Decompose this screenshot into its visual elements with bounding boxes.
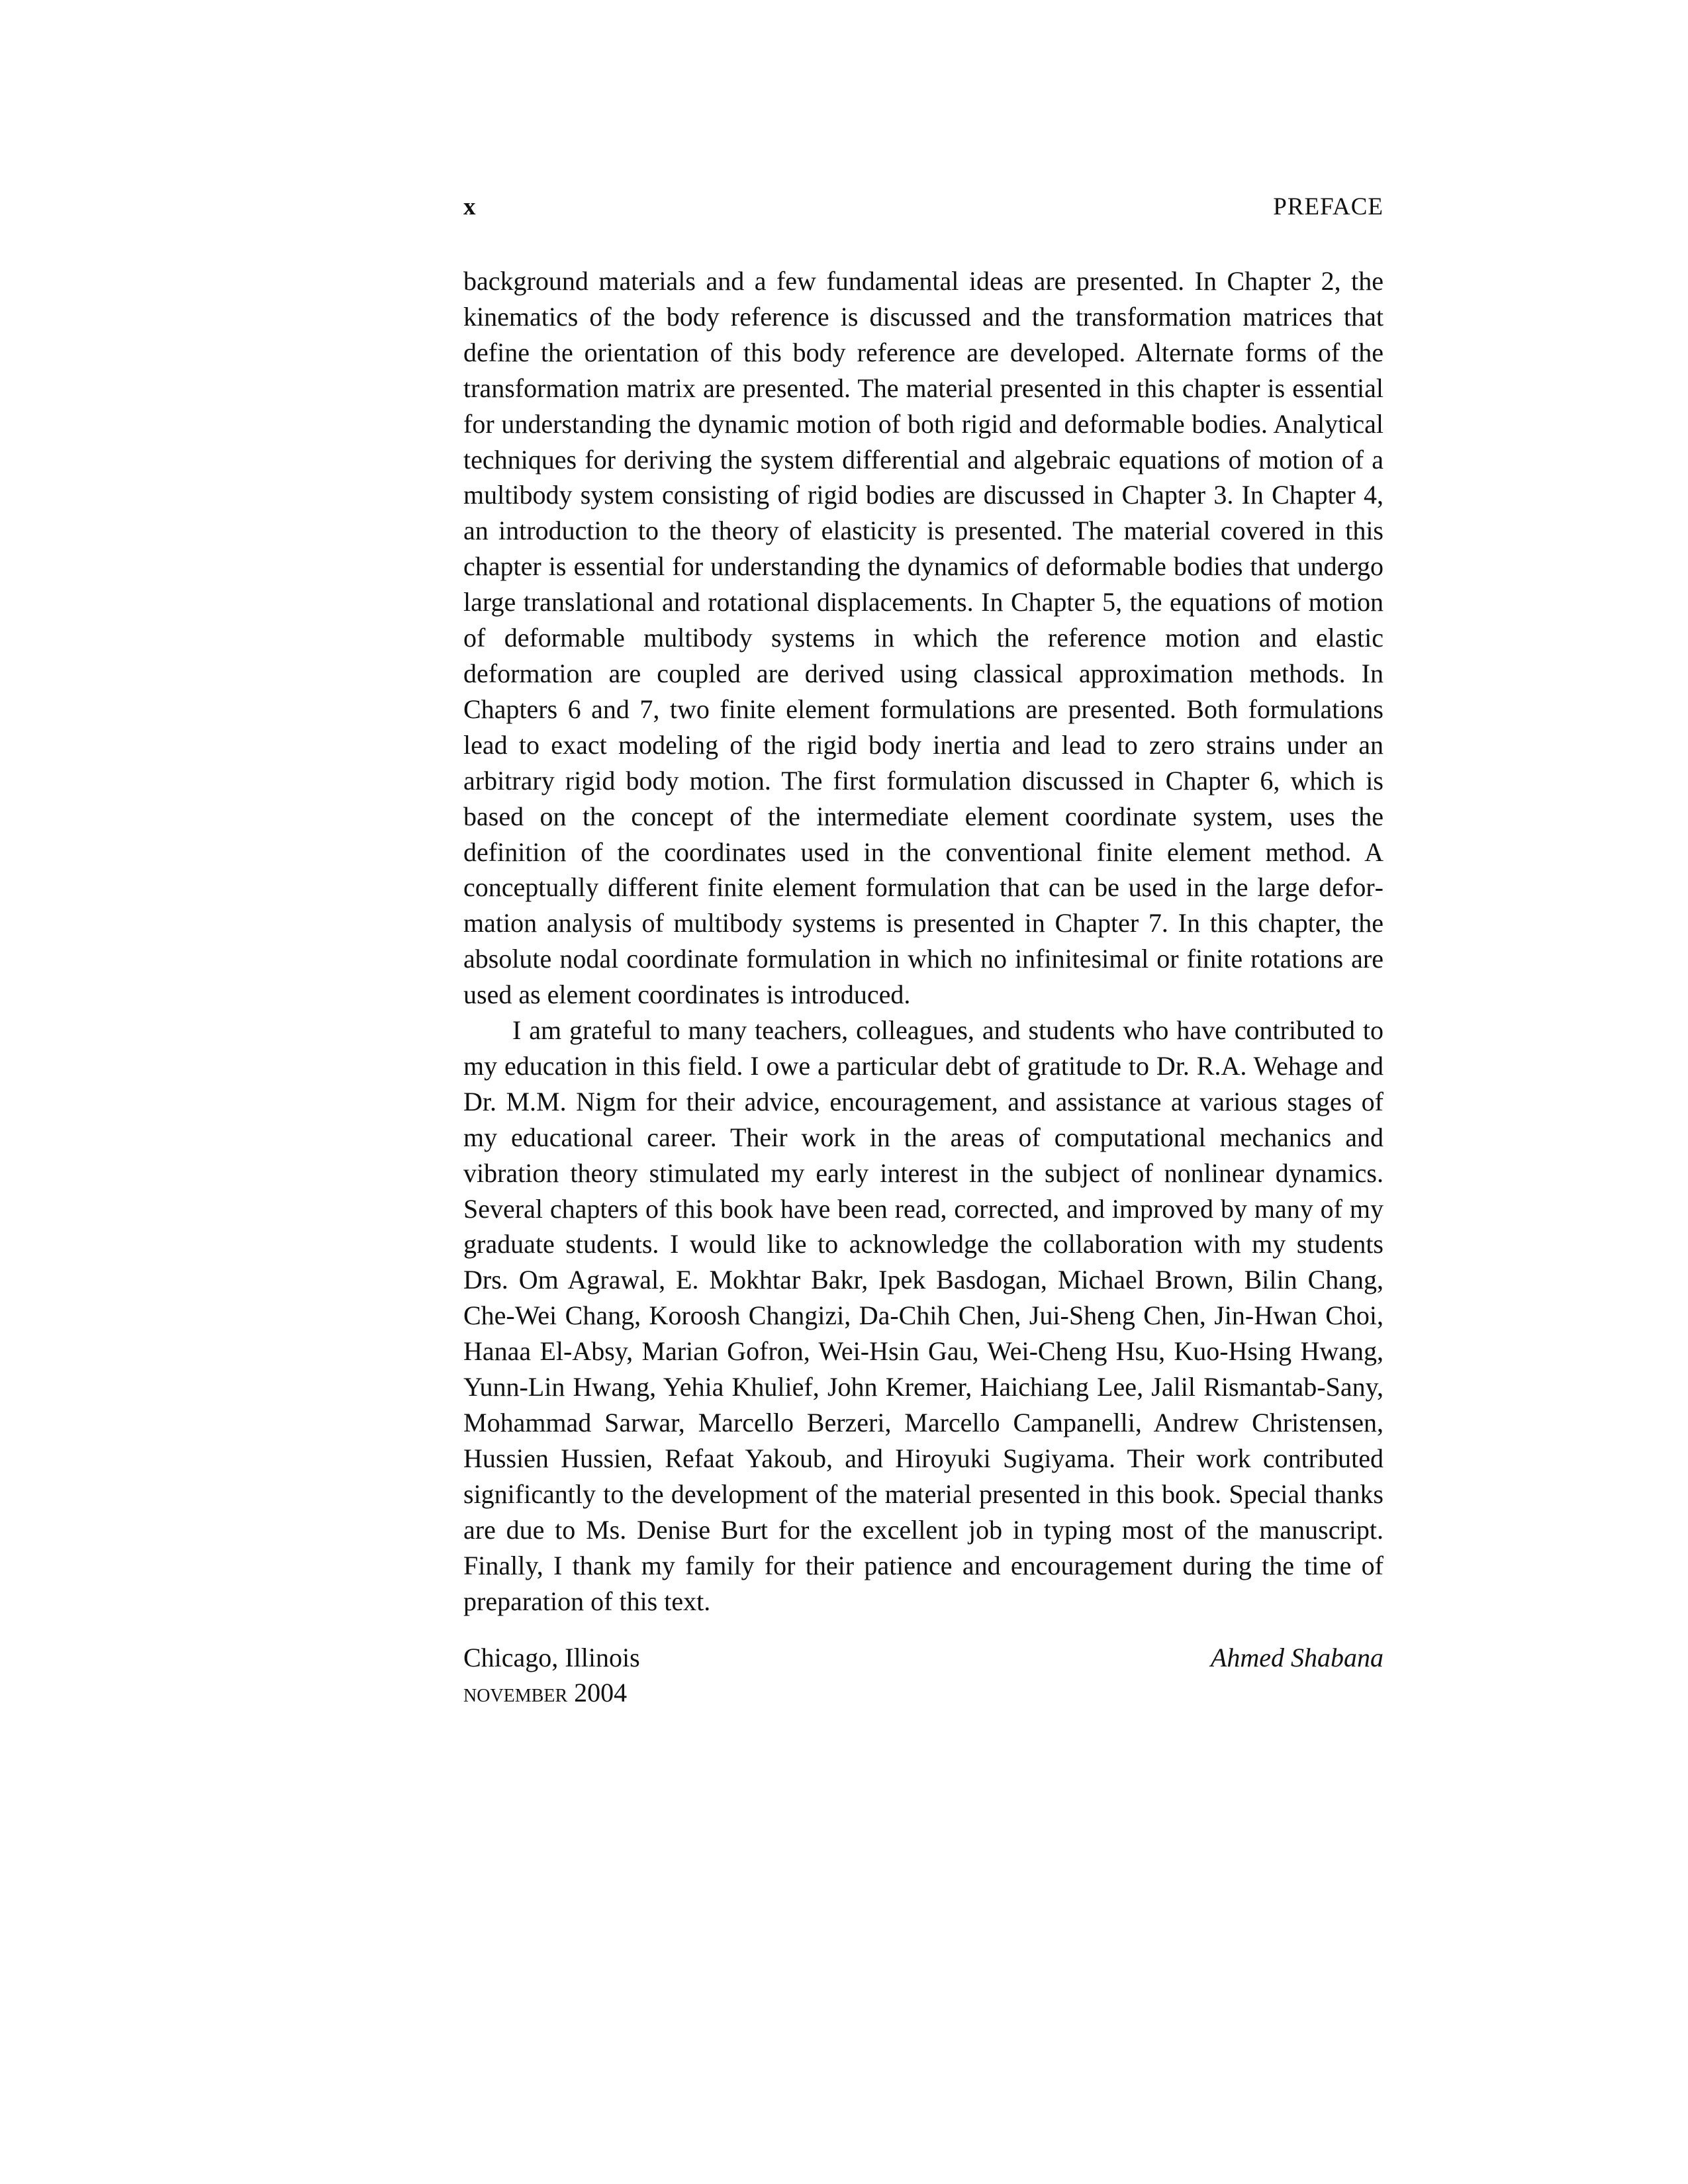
running-head [463,191,1383,224]
paragraph-chapter-overview: background materials and a few fundamental ideas are presented. In Chapter 2, the kinematics of the body reference is discussed and the transformation matrices that define the orientation of this body reference are developed. Alternate forms of the transformation matrix are presented. The material presented in this chapter is essential for understanding the dynamic motion of both rigid and deformable bodies. Analytical techniques for deriving the system differential and algebraic equations of motion of a multibody system consisting of rigid bodies are discussed in Chapter 3. In Chapter 4, an introduction to the theory of elasticity is presented. The material covered in this chapter is essential for understanding the dynamics of deformable bodies that undergo large translational and rotational displacements. In Chapter 5, the equations of motion of deformable multibody systems in which the reference motion and elastic deformation are coupled are derived using classical approximation methods. In Chapters 6 and 7, two finite element formulations are presented. Both formulations lead to exact modeling of the rigid body inertia and lead to zero strains under an arbitrary rigid body motion. The first formulation discussed in Chapter 6, which is based on the concept of the intermediate element coordinate system, uses the definition of the coordinates used in the conventional finite element method. A conceptually different finite element formulation that can be used in the large deformation analysis of multibody systems is presented in Chapter 7. In this chapter, the absolute nodal coordinate formulation in which no infinitesimal or finite rotations are used as element coordinates is introduced. [463,266,1383,1010]
preface-body [463,263,1383,1619]
signoff-date-year: 2004 [574,1678,628,1707]
signoff-place: Chicago, Illinois [463,1643,640,1672]
signoff-date [463,1675,627,1710]
paragraph-acknowledgments: I am grateful to many teachers, colleagues, and students who have contributed to my education in this field. I owe a particular debt of gratitude to Dr. R.A. Wehage and Dr. M.M. Nigm for their advice, encouragement, and assistance at various stages of my educational career. Their work in the areas of computational mechanics and vibration theory stimulated my early interest in the subject of nonlinear dynamics. Several chapters of this book have been read, corrected, and improved by many of my graduate students. I would like to acknowledge the collaboration with my students Drs. Om Agrawal, E. Mokhtar Bakr, Ipek Basdogan, Michael Brown, Bilin Chang, Che-Wei Chang, Koroosh Changizi, Da-Chih Chen, Jui-Sheng Chen, Jin-Hwan Choi, Hanaa El-Absy, Marian Gofron, Wei-Hsin Gau, Wei-Cheng Hsu, Kuo-Hsing Hwang, Yunn-Lin Hwang, Yehia Khulief, John Kremer, Haichiang Lee, Jalil Rismantab-Sany, Mohammad Sarwar, Marcello Berzeri, Marcello Campanelli, Andrew Christensen, Hussien Hussien, Refaat Yakoub, and Hiroyuki Sugiyama. Their work contributed significantly to the development of the material presented in this book. Special thanks are due to Ms. Denise Burt for the excellent job in typing most of the manuscript. Finally, I thank my family for their patience and encouragement during the time of preparation of this text. [463,1015,1383,1616]
signoff-author: Ahmed Shabana [1210,1643,1383,1672]
page-number: x [463,193,476,220]
section-title: PREFACE [1273,193,1383,220]
signoff-date-month: november [463,1678,568,1707]
